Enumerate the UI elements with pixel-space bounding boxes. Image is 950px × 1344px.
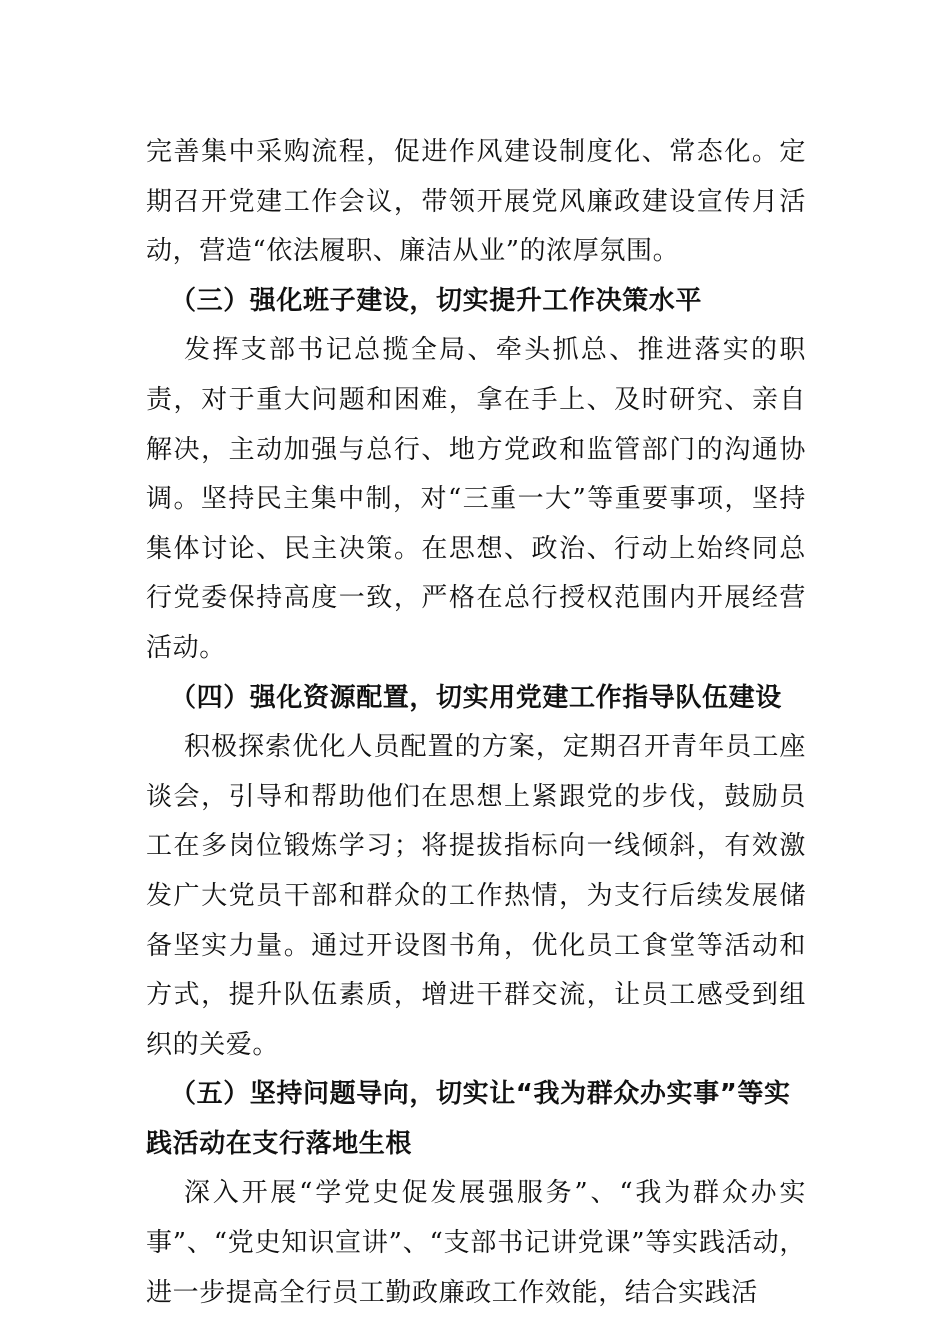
paragraph-resources: 积极探索优化人员配置的方案，定期召开青年员工座谈会，引导和帮助他们在思想上紧跟党的步伐，鼓励员工在多岗位锻炼学习；将提拔指标向一线倾斜，有效激发广大党员干部和群众的工作热情，为支行后续发展储备坚实力量。通过开设图书角，优化员工食堂等活动和方式，提升队伍素质，增进干群交流，让员工感受到组织的关爱。 <box>146 732 806 1060</box>
paragraph-leadership: 发挥支部书记总揽全局、牵头抓总、推进落实的职责，对于重大问题和困难，拿在手上、及时研究、亲自解决，主动加强与总行、地方党政和监管部门的沟通协调。坚持民主集中制，对“三重一大”等重要事项，坚持集体讨论、民主决策。在思想、政治、行动上始终同总行党委保持高度一致，严格在总行授权范围内开展经营活动。 <box>146 335 806 663</box>
document-page <box>146 128 806 1318</box>
paragraph-procurement: 完善集中采购流程，促进作风建设制度化、常态化。定期召开党建工作会议，带领开展党风廉政建设宣传月活动，营造“依法履职、廉洁从业”的浓厚氛围。 <box>146 137 806 267</box>
section-heading-3: （三）强化班子建设，切实提升工作决策水平 <box>170 285 703 316</box>
section-heading-4: （四）强化资源配置，切实用党建工作指导队伍建设 <box>170 682 782 713</box>
section-heading-5: （五）坚持问题导向，切实让“我为群众办实事”等实践活动在支行落地生根 <box>146 1079 791 1159</box>
paragraph-practice: 深入开展“学党史促发展强服务”、“我为群众办实事”、“党史知识宣讲”、“支部书记讲党课”等实践活动，进一步提高全行员工勤政廉政工作效能，结合实践活 <box>146 1178 806 1308</box>
